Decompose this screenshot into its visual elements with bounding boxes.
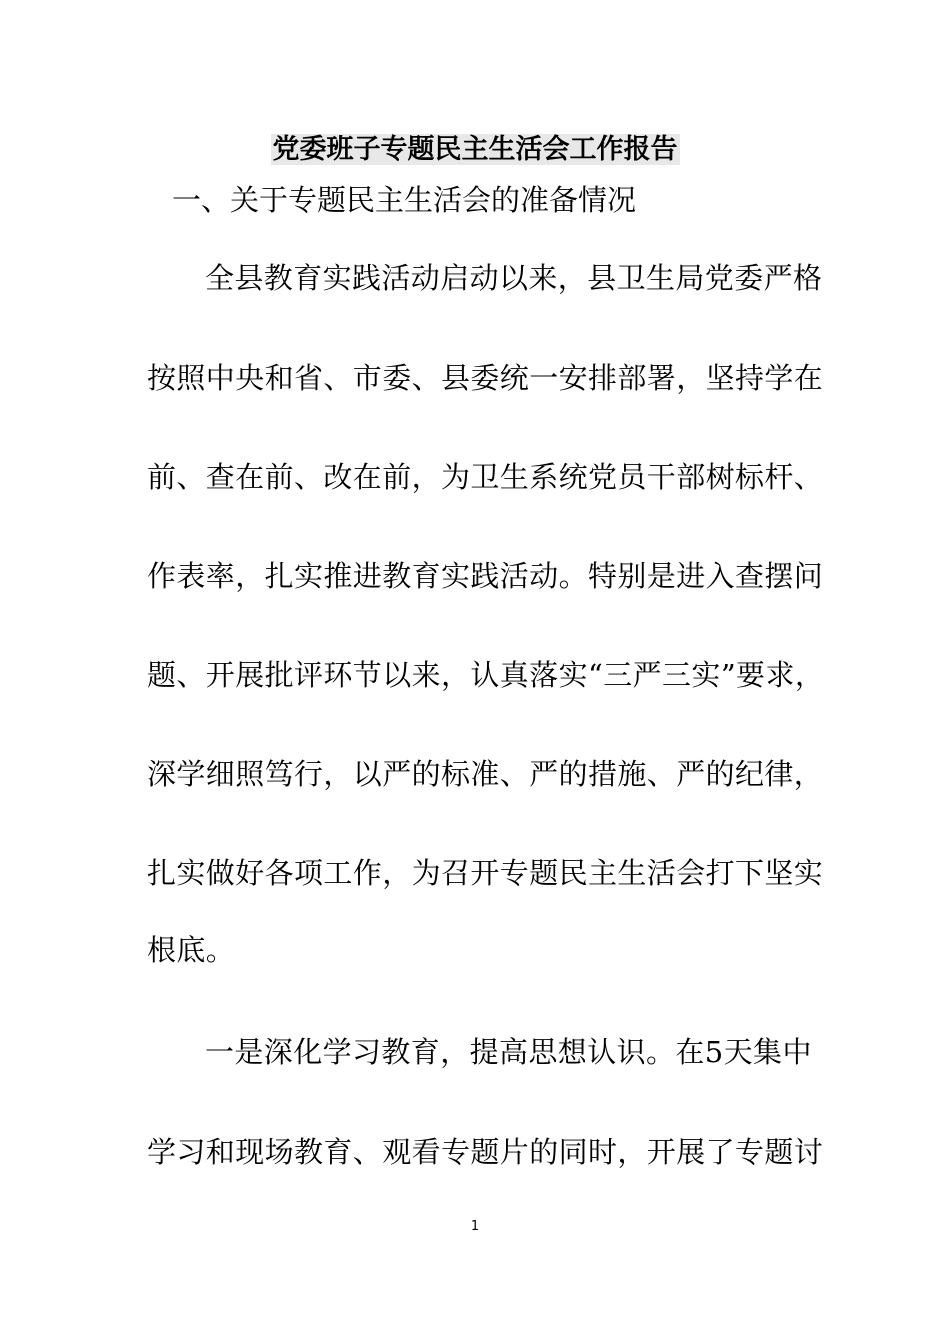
paragraph-line: 学习和现场教育、观看专题片的同时，开展了专题讨 — [147, 1135, 824, 1169]
paragraph-line: 一是深化学习教育，提高思想认识。在5天集中 — [205, 1035, 812, 1069]
paragraph-line: 扎实做好各项工作，为召开专题民主生活会打下坚实 — [147, 856, 824, 890]
paragraph-line: 按照中央和省、市委、县委统一安排部署，坚持学在 — [147, 361, 824, 395]
paragraph-line: 全县教育实践活动启动以来，县卫生局党委严格 — [205, 261, 823, 295]
paragraph-line: 深学细照笃行，以严的标准、严的措施、严的纪律， — [147, 757, 824, 791]
page-number: 1 — [470, 1219, 480, 1234]
paragraph-line: 题、开展批评环节以来，认真落实“三严三实”要求， — [147, 658, 825, 692]
section-heading: 一、关于专题民主生活会的准备情况 — [172, 183, 637, 217]
paragraph-line: 前、查在前、改在前，为卫生系统党员干部树标杆、 — [147, 460, 824, 494]
document-title — [0, 128, 950, 172]
document-title-text: 党委班子专题民主生活会工作报告 — [272, 134, 678, 165]
paragraph-line: 根底。 — [147, 933, 236, 967]
paragraph-line: 作表率，扎实推进教育实践活动。特别是进入查摆问 — [147, 559, 824, 593]
